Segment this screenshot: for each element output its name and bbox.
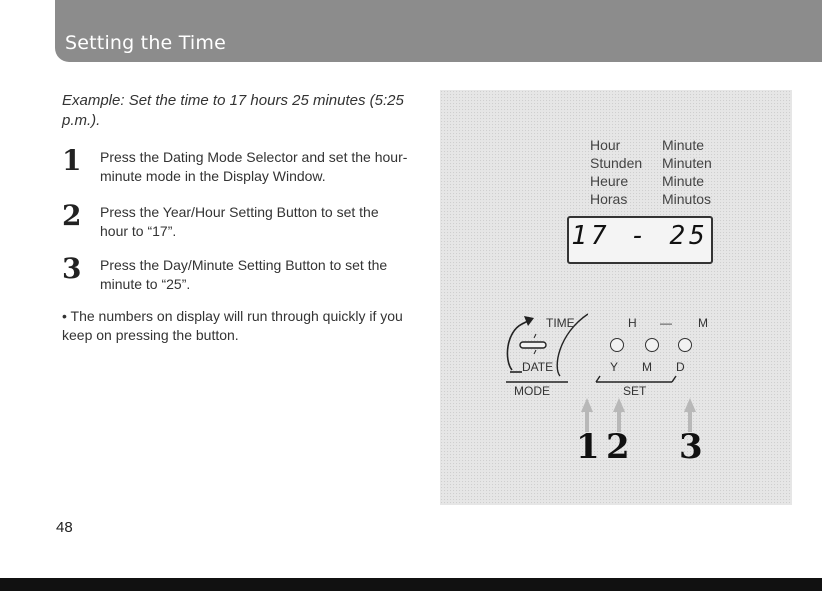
diagram-panel	[440, 90, 792, 505]
hour-label-en: Hour	[590, 137, 621, 153]
lcd-readout: 17 - 25	[571, 221, 709, 251]
callout-2: 2	[606, 427, 630, 467]
hour-label-es: Horas	[590, 191, 628, 207]
example-text: Example: Set the time to 17 hours 25 minutes (5:25 p.m.).	[62, 92, 404, 129]
month-button[interactable]	[645, 338, 659, 352]
page-title: Setting the Time	[65, 32, 226, 54]
set-label: SET	[623, 384, 647, 398]
bottom-bar	[0, 578, 822, 591]
dash-label: —	[660, 316, 672, 330]
callout-3: 3	[679, 427, 703, 467]
note-text: • The numbers on display will run through quickly if you keep on pressing the button.	[62, 308, 403, 343]
year-hour-button[interactable]	[610, 338, 624, 352]
mode-label: MODE	[514, 384, 550, 398]
m-label: M	[698, 316, 708, 330]
minute-label-fr: Minute	[662, 173, 705, 189]
time-label: TIME	[546, 316, 575, 330]
minute-label-de: Minuten	[662, 155, 712, 171]
step-number: 3	[62, 252, 82, 285]
minute-labels	[662, 136, 712, 208]
m2-label: M	[642, 360, 652, 374]
hour-label-de: Stunden	[590, 155, 643, 171]
step-number: 1	[62, 144, 82, 177]
step-text: Press the Year/Hour Setting Button to set the hour to “17”.	[100, 204, 379, 239]
minute-label-es: Minutos	[662, 191, 712, 207]
date-label: DATE	[522, 360, 554, 374]
page-header	[55, 0, 822, 62]
step-text: Press the Dating Mode Selector and set the hour-minute mode in the Display Window.	[100, 149, 408, 184]
step-number: 2	[62, 199, 82, 232]
d-label: D	[676, 360, 685, 374]
y-label: Y	[610, 360, 619, 374]
callout-1: 1	[576, 427, 600, 467]
h-label: H	[628, 316, 637, 330]
page-number: 48	[56, 519, 73, 536]
day-minute-button[interactable]	[678, 338, 692, 352]
step-text: Press the Day/Minute Setting Button to set the minute to “25”.	[100, 257, 388, 292]
hour-labels	[590, 136, 642, 208]
hour-label-fr: Heure	[590, 173, 629, 189]
minute-label-en: Minute	[662, 137, 705, 153]
lcd-display	[567, 216, 713, 264]
